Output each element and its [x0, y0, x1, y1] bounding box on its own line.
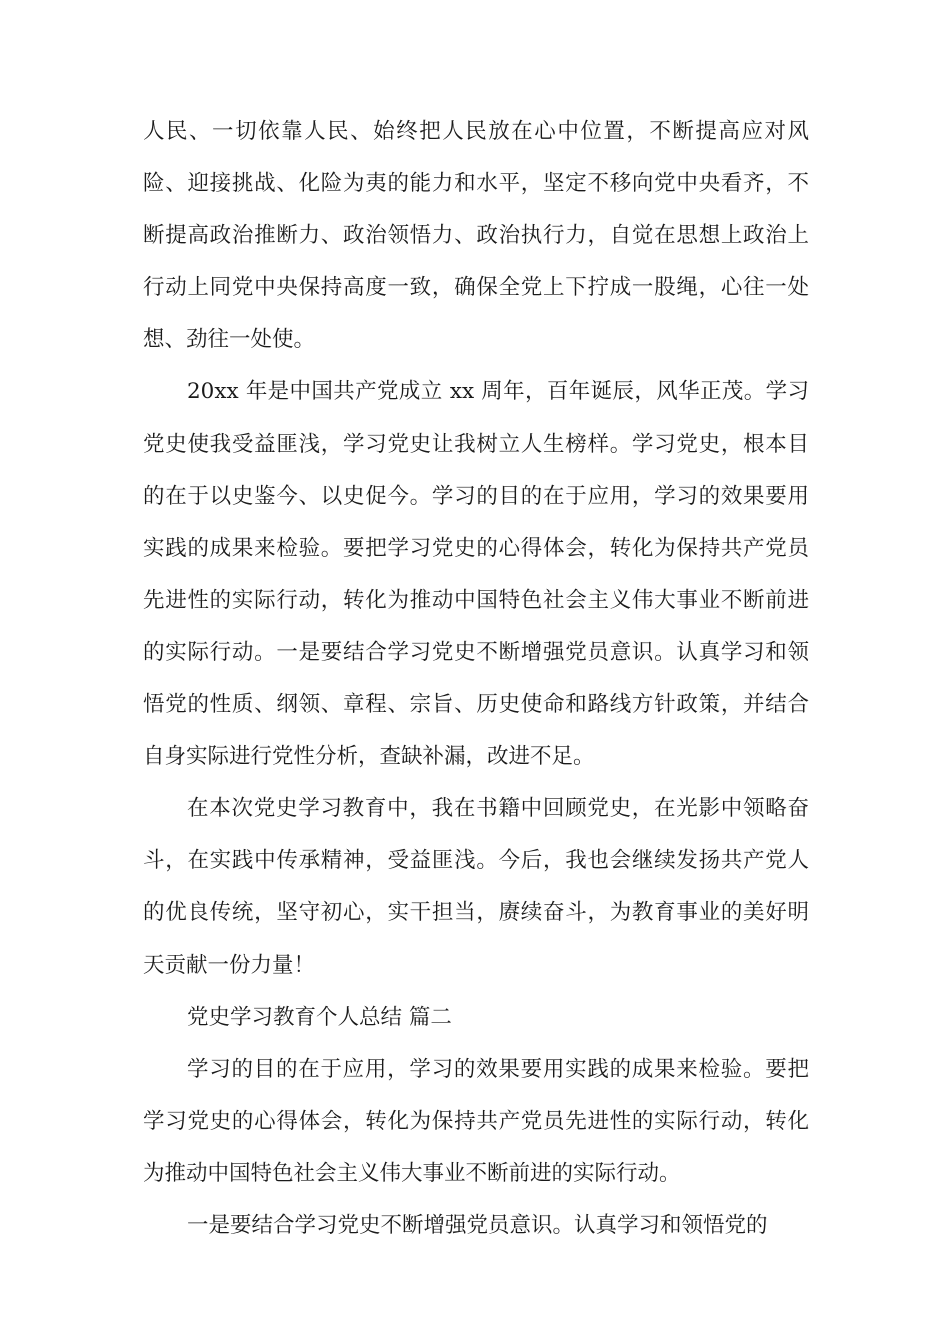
- paragraph-learning-reflection: 在本次党史学习教育中，我在书籍中回顾党史，在光影中领略奋斗，在实践中传承精神，受益匪浅。今后，我也会继续发扬共产党人的优良传统，坚守初心，实干担当，赓续奋斗，为教育事业的美好明天贡献一份力量！: [143, 796, 809, 978]
- paragraph-party-awareness: 一是要结合学习党史不断增强党员意识。认真学习和领悟党的: [187, 1212, 768, 1238]
- paragraph-continuation: 人民、一切依靠人民、始终把人民放在心中位置，不断提高应对风险、迎接挑战、化险为夷的能力和水平，坚定不移向党中央看齐，不断提高政治推断力、政治领悟力、政治执行力，自觉在思想上政治上行动上同党中央保持高度一致，确保全党上下拧成一股绳，心往一处想、劲往一处使。: [143, 119, 809, 353]
- document-body: [143, 106, 809, 1252]
- section-heading: 党史学习教育个人总结 篇二: [187, 1004, 452, 1030]
- paragraph-learning-purpose: 学习的目的在于应用，学习的效果要用实践的成果来检验。要把学习党史的心得体会，转化为保持共产党员先进性的实际行动，转化为推动中国特色社会主义伟大事业不断前进的实际行动。: [143, 1056, 809, 1186]
- paragraph-20xx-anniversary: 20xx 年是中国共产党成立 xx 周年，百年诞辰，风华正茂。学习党史使我受益匪浅，学习党史让我树立人生榜样。学习党史，根本目的在于以史鉴今、以史促今。学习的目的在于应用，学习的效果要用实践的成果来检验。要把学习党史的心得体会，转化为保持共产党员先进性的实际行动，转化为推动中国特色社会主义伟大事业不断前进的实际行动。一是要结合学习党史不断增强党员意识。认真学习和领悟党的性质、纲领、章程、宗旨、历史使命和路线方针政策，并结合自身实际进行党性分析，查缺补漏，改进不足。: [143, 379, 809, 770]
